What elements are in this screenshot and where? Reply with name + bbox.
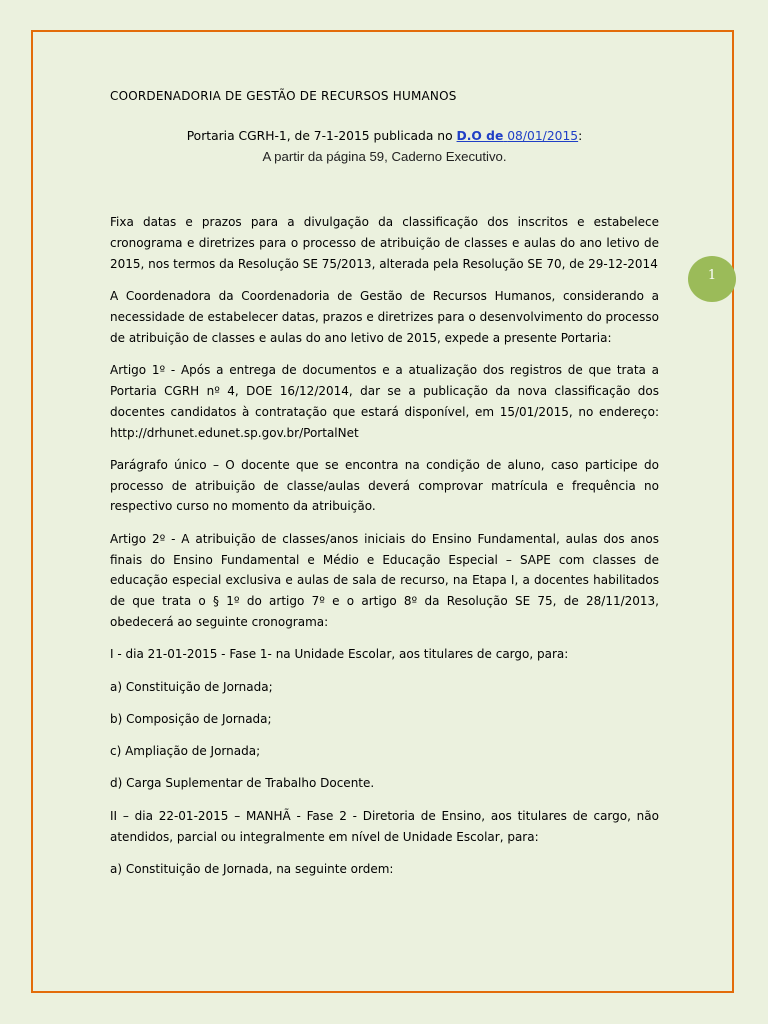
portaria-line: [110, 126, 659, 147]
do-date: 08/01/2015: [507, 128, 579, 143]
do-date-link[interactable]: [503, 129, 578, 143]
do-link[interactable]: D.O de: [456, 128, 504, 143]
paragraph-unico: Parágrafo único – O docente que se encontra na condição de aluno, caso participe do processo de atribuição de classe/aulas deverá comprovar matrícula e frequência no respectivo curso no momento da atribuição.: [110, 457, 659, 514]
portaria-text: Portaria CGRH-1, de 7-1-2015 publicada no: [186, 128, 457, 143]
paragraph-fase-2: II – dia 22-01-2015 – MANHÃ - Fase 2 - Diretoria de Ensino, aos titulares de cargo, não atendidos, parcial ou integralmente em nível de Unidade Escolar, para:: [110, 808, 659, 844]
list-item-b: b) Composição de Jornada;: [110, 711, 272, 726]
paragraph-ementa: Fixa datas e prazos para a divulgação da classificação dos inscritos e estabelece cronograma e diretrizes para o processo de atribuição de classes e aulas do ano letivo de 2015, nos termos da Resolução SE 75/2013, alterada pela Resolução SE 70, de 29-12-2014: [110, 215, 659, 271]
document-body: [110, 86, 659, 891]
list-item-c: c) Ampliação de Jornada;: [110, 744, 261, 759]
page-number-badge: [688, 256, 736, 302]
paragraph-artigo-2: Artigo 2º - A atribuição de classes/anos iniciais do Ensino Fundamental, aulas dos anos finais do Ensino Fundamental e Médio e Educação Especial – SAPE com classes de educação especial exclusiva e aulas de sala de recurso, na Etapa I, a docentes habilitados de que trata o § 1º do artigo 7º e o artigo 8º da Resolução SE 75, de 28/11/2013, obedecerá ao seguinte cronograma:: [110, 531, 659, 629]
document-heading: COORDENADORIA DE GESTÃO DE RECURSOS HUMANOS: [110, 89, 457, 103]
fase-1-line: I - dia 21-01-2015 - Fase 1- na Unidade Escolar, aos titulares de cargo, para:: [110, 647, 569, 662]
list-item-d: d) Carga Suplementar de Trabalho Docente.: [110, 776, 375, 791]
portaria-suffix: :: [578, 128, 583, 143]
caderno-note: A partir da página 59, Caderno Executivo.: [262, 148, 507, 164]
paragraph-preambulo: A Coordenadora da Coordenadoria de Gestão de Recursos Humanos, considerando a necessidade de estabelecer datas, prazos e diretrizes para o desenvolvimento do processo de atribuição de classes e aulas do ano letivo de 2015, expede a presente Portaria:: [110, 289, 659, 345]
paragraph-artigo-1: Artigo 1º - Após a entrega de documentos e a atualização dos registros de que trata a Portaria CGRH nº 4, DOE 16/12/2014, dar se a publicação da nova classificação dos docentes candidatos à contratação que estará disponível, em 15/01/2015, no endereço: http://drhunet.edunet.sp.gov.br/PortalNet: [110, 363, 659, 440]
list-item-a: a) Constituição de Jornada;: [110, 679, 273, 694]
page-number: 1: [707, 267, 717, 283]
fase-2-item-a: a) Constituição de Jornada, na seguinte ordem:: [110, 861, 394, 876]
